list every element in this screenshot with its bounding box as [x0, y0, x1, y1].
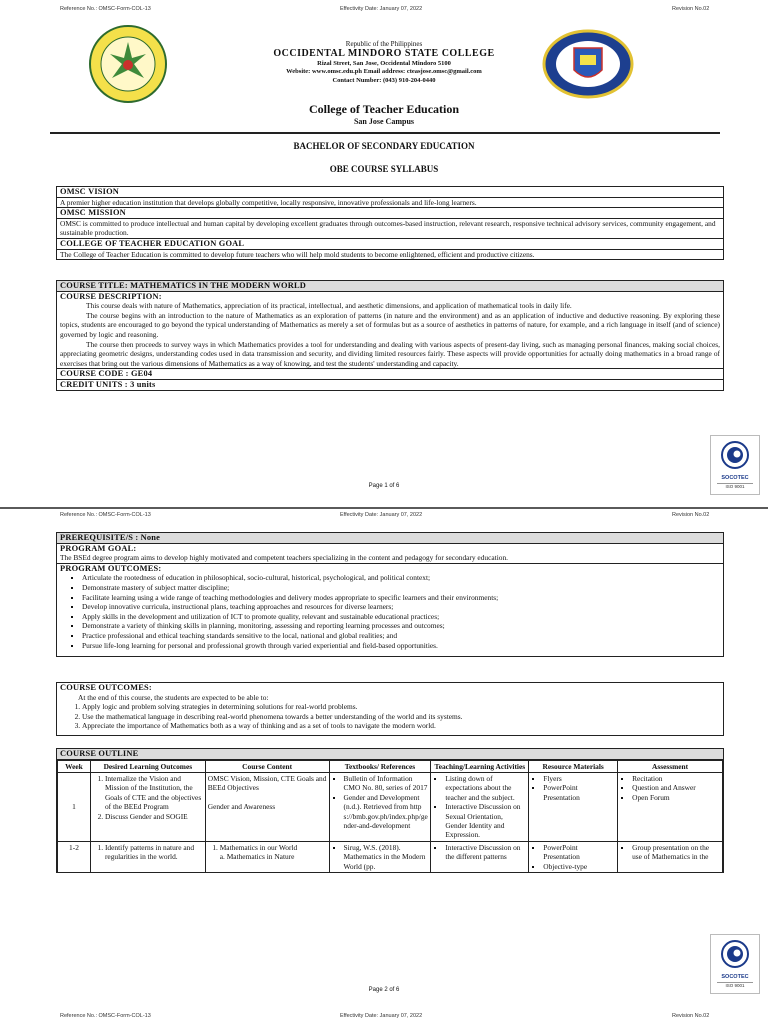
certification-badge [710, 934, 760, 994]
prerequisite: PREREQUISITE/S : None [60, 533, 161, 542]
program-outcomes-list [60, 573, 720, 650]
description-paragraph-3: The course then proceeds to survey ways in which Mathematics provides a tool for understanding and dealing with various aspects of present-day living, such as managing personal finances, making social choices, appreciating geometric designs, understanding codes used in data transmission and security, and dividing limited resources fairly. These aspects will provide opportunities for actually doing mathematics in a broad range of exercises that bring out the various dimensions of Mathematics as a way of knowing, and test the students' understanding and capacity. [60, 339, 720, 368]
page-number: Page 2 of 6 [368, 987, 400, 993]
effectivity-date: Effectivity Date: January 07, 2022 [340, 6, 423, 12]
credit-units-row [57, 379, 723, 390]
program-outcomes-cell [57, 563, 723, 656]
content-subitem: a. Mathematics in Nature [219, 852, 295, 862]
resources-cell [529, 841, 618, 872]
effectivity-date: Effectivity Date: January 07, 2022 [340, 512, 423, 518]
vision-text: A premier higher education institution that develops globally competitive, locally responsive, innovative professionals and life-long learners. [57, 197, 723, 208]
cert-brand: SOCOTEC [721, 974, 749, 980]
college-contact: Contact Number: (043) 910-204-0440 [332, 77, 436, 84]
credit-units: CREDIT UNITS : 3 units [60, 379, 156, 389]
list-item: ▪ Open Forum [632, 793, 720, 802]
cert-brand: SOCOTEC [721, 475, 749, 481]
vision-label: OMSC VISION [60, 187, 120, 196]
course-code-row [57, 368, 723, 379]
list-item: 1. Apply logic and problem solving strategies in determining solutions for real-world problems. [82, 702, 720, 712]
list-item: ▪ Question and Answer [632, 783, 720, 792]
list-item: ▪ Develop innovative curricula, instructional plans, teaching approaches and resources for diverse learners; [82, 602, 720, 612]
list-item: ▪ Objective-type [543, 862, 615, 871]
list-item: ▪ Interactive Discussion on the different patterns [445, 843, 526, 862]
content-cell [205, 841, 329, 872]
course-outline-section [56, 748, 724, 873]
references-cell [329, 841, 431, 872]
course-info-table [56, 280, 724, 391]
cert-iso: ISO 9001 [717, 982, 753, 988]
mission-text: OMSC is committed to produce intellectual and human capital by developing excellent graduates through outcomes-based instruction, relevant research, responsive technical advisory services, community engagement, and sustainable production. [57, 218, 723, 238]
program-goal-cell [57, 543, 723, 563]
assessment-cell [618, 773, 723, 842]
col-header-activities: Teaching/Learning Activities [431, 760, 529, 772]
list-item: ▪ Group presentation on the use of Mathematics in the [632, 843, 720, 862]
program-info-table [56, 532, 724, 657]
institution-statements-table [56, 186, 724, 260]
course-description-label: COURSE DESCRIPTION: [60, 291, 162, 301]
course-outcomes-table [56, 682, 724, 736]
socotec-logo-icon [720, 440, 750, 470]
list-item: ▪ Interactive Discussion on Sexual Orientation, Gender Identity and Expression. [445, 802, 526, 840]
course-description-cell [57, 291, 723, 369]
outcomes-cell [90, 773, 205, 842]
list-item: ▪ Flyers [543, 774, 615, 783]
course-outline-label: COURSE OUTLINE [60, 749, 139, 758]
program-outcomes-label: PROGRAM OUTCOMES: [60, 563, 162, 573]
col-header-assessment: Assessment [618, 760, 723, 772]
syllabus-page-2 [0, 509, 768, 1024]
resources-cell [529, 773, 618, 842]
cte-goal-label: COLLEGE OF TEACHER EDUCATION GOAL [60, 238, 245, 248]
col-header-resources: Resource Materials [529, 760, 618, 772]
outcomes-cell [90, 841, 205, 872]
reference-number: Reference No.: OMSC-Form-COL-13 [60, 512, 151, 518]
col-header-references: Textbooks/ References [329, 760, 431, 772]
list-item: ▪ Bulletin of Information CMO No. 80, series of 2017 [344, 774, 429, 793]
header-divider [50, 132, 720, 134]
goal-label-row [57, 238, 723, 249]
cert-iso: ISO 9001 [717, 483, 753, 489]
list-item: 1. Internalize the Vision and Mission of the Institution, the Goals of CTE and the objectives of the BEEd Program [105, 774, 203, 812]
list-item: ▪ Gender and Development (n.d.). Retrieved from https://bmb.gov.ph/index.php/gender-and-development [344, 793, 429, 831]
footer-reference-number: Reference No.: OMSC-Form-COL-13 [60, 1013, 151, 1019]
list-item: ▪ Apply skills in the development and utilization of ICT to promote quality, relevant and sustainable educational practices; [82, 612, 720, 622]
list-item: ▪ Listing down of expectations about the teacher and the subject. [445, 774, 526, 802]
campus-name: San Jose Campus [353, 117, 414, 126]
program-goal-label: PROGRAM GOAL: [60, 543, 137, 553]
description-paragraph-2: The course begins with an introduction to the nature of Mathematics as an exploration of patterns (in nature and the environment) and as an application of inductive and deductive reasoning. By exploring these topics, students are encouraged to go beyond the typical understanding of Mathematics as merely a set of formulas but as a source of aesthetics in patterns of nature, for example, and a rich language in itself (and of science) governed by logic and reasoning. [60, 310, 720, 339]
list-item: 2. Use the mathematical language in describing real-world phenomena towards a better understanding of the world and its systems. [82, 712, 720, 722]
list-item: 1. Mathematics in our World [220, 843, 327, 852]
omsc-seal-logo [88, 24, 220, 103]
mission-label: OMSC MISSION [60, 208, 126, 218]
references-cell [329, 773, 431, 842]
revision-number: Revision No.02 [672, 6, 710, 12]
revision-number: Revision No.02 [672, 512, 710, 518]
col-header-week: Week [58, 760, 91, 772]
mission-label-row [57, 207, 723, 218]
list-item: 3. Appreciate the importance of Mathematics both as a way of thinking and as a set of tools to navigate the modern world. [82, 721, 720, 731]
course-outcomes-list [60, 702, 720, 731]
republic-line: Republic of the Philippines [345, 40, 423, 48]
activities-cell [431, 773, 529, 842]
goal-text: The College of Teacher Education is committed to develop future teachers who will help mold students to become enlightened, efficient and productive citizens. [57, 249, 723, 260]
course-outcomes-cell [57, 683, 723, 735]
list-item: 2. Discuss Gender and SOGIE [105, 812, 203, 821]
activities-cell [431, 841, 529, 872]
list-item: ▪ Sirug, W.S. (2018). Mathematics in the Modern World (pp. [344, 843, 429, 871]
list-item: 1. Identify patterns in nature and regularities in the world. [105, 843, 203, 862]
socotec-logo-icon [720, 939, 750, 969]
list-item: ▪ Practice professional and ethical teaching standards sensitive to the local, national and global realities; and [82, 631, 720, 641]
list-item: ▪ Facilitate learning using a wide range of teaching methodologies and delivery modes appropriate to specific learners and their environments; [82, 593, 720, 603]
reference-number: Reference No.: OMSC-Form-COL-13 [60, 6, 151, 12]
prerequisite-row [57, 533, 723, 543]
college-name: OCCIDENTAL MINDORO STATE COLLEGE [273, 48, 495, 59]
table-header-row [58, 760, 723, 772]
document-title: OBE COURSE SYLLABUS [329, 164, 439, 174]
description-paragraph-1: This course deals with nature of Mathematics, appreciation of its practical, intellectual, and aesthetic dimensions, and application of mathematical tools in daily life. [86, 301, 572, 311]
list-item: ▪ Recitation [632, 774, 720, 783]
list-item: ▪ Pursue life-long learning for personal and professional growth through varied experiential and field-based opportunities. [82, 641, 720, 651]
table-row [58, 841, 723, 872]
list-item: ▪ Articulate the rootedness of education in philosophical, socio-cultural, historical, psychological, and political context; [82, 573, 720, 583]
course-title-row [57, 281, 723, 291]
department-title: College of Teacher Education [308, 102, 460, 116]
list-item: ▪ Demonstrate a variety of thinking skills in planning, monitoring, assessing and reporting learning processes and outcomes; [82, 621, 720, 631]
list-item: ▪ Demonstrate mastery of subject matter discipline; [82, 583, 720, 593]
course-outline-label-row [57, 749, 723, 760]
course-title: COURSE TITLE: MATHEMATICS IN THE MODERN WORLD [60, 281, 307, 290]
college-address: Rizal Street, San Jose, Occidental Mindoro 5100 [317, 60, 451, 67]
assessment-cell [618, 841, 723, 872]
content-item: OMSC Vision, Mission, CTE Goals and BEEd Objectives [207, 774, 327, 793]
week-cell: 1 [58, 773, 91, 842]
program-name: BACHELOR OF SECONDARY EDUCATION [293, 141, 475, 151]
course-outcomes-label: COURSE OUTCOMES: [60, 683, 152, 692]
syllabus-page-1 [0, 0, 768, 507]
table-row [58, 773, 723, 842]
col-header-outcomes: Desired Learning Outcomes [90, 760, 205, 772]
list-item: ▪ PowerPoint Presentation [543, 783, 615, 802]
college-website-email: Website: www.omsc.edu.ph Email address: cteasjose.omsc@gmail.com [286, 68, 482, 75]
list-item: ▪ PowerPoint Presentation [543, 843, 615, 862]
course-outline-table [57, 760, 723, 873]
course-outcomes-intro: At the end of this course, the students are expected to be able to: [78, 692, 269, 702]
content-cell [205, 773, 329, 842]
vision-label-row [57, 187, 723, 197]
col-header-content: Course Content [205, 760, 329, 772]
course-code: COURSE CODE : GE04 [60, 369, 153, 379]
week-cell: 1-2 [58, 841, 91, 872]
footer-effectivity-date: Effectivity Date: January 07, 2022 [340, 1013, 423, 1019]
cte-shield-logo [540, 28, 637, 100]
content-item: Gender and Awareness [207, 801, 276, 811]
page-number: Page 1 of 6 [368, 483, 400, 489]
footer-revision-number: Revision No.02 [672, 1013, 710, 1019]
program-goal-text: The BSEd degree program aims to develop highly motivated and competent teachers specializing in the content and pedagogy for secondary education. [60, 553, 509, 563]
